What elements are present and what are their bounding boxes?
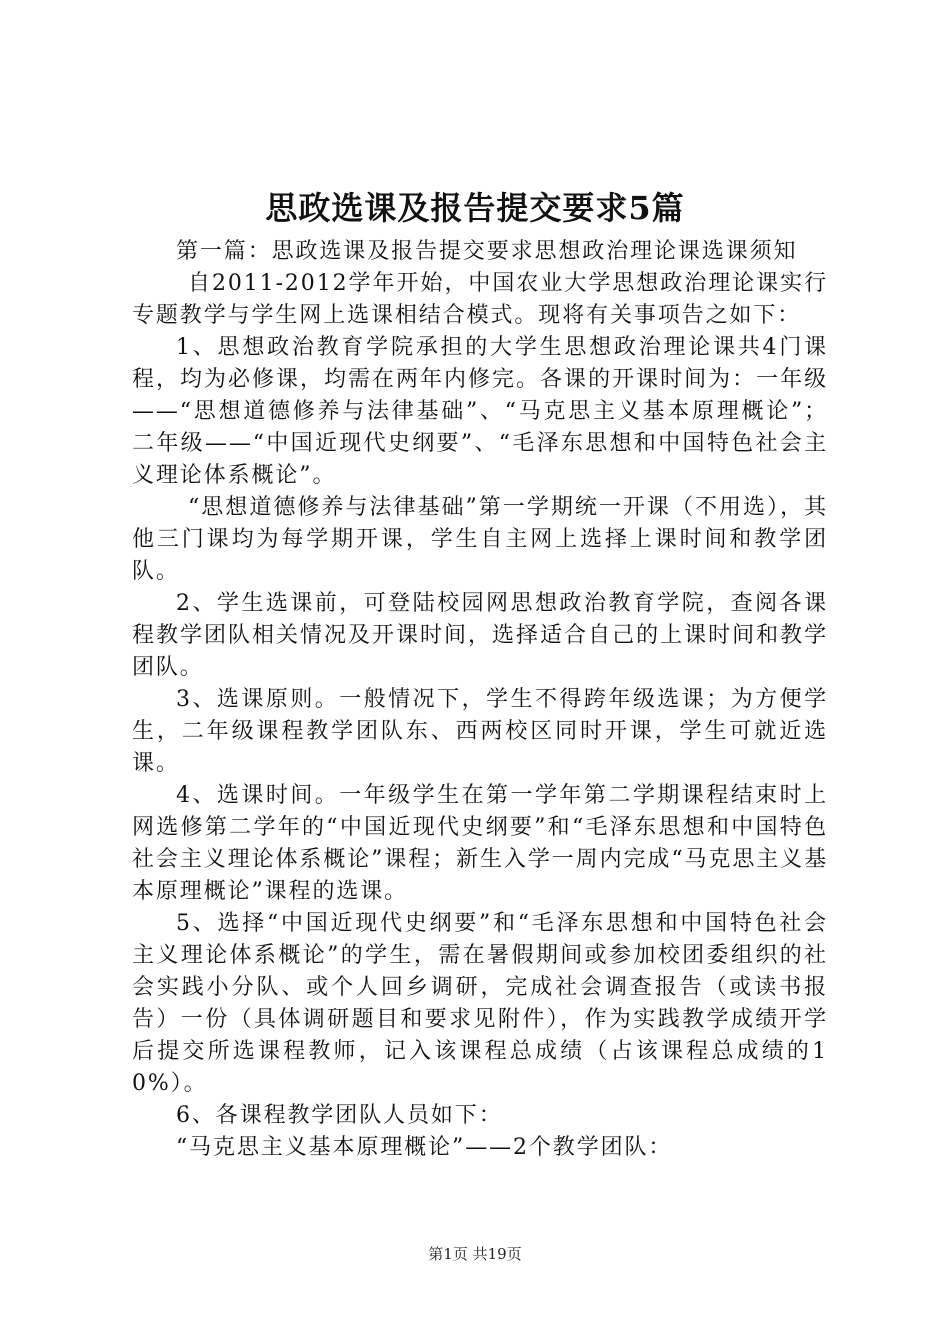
paragraph-section-heading: 第一篇：思政选课及报告提交要求思想政治理论课选课须知 (176, 239, 798, 264)
paragraph-item-1-note: “思想道德修养与法律基础”第一学期统一开课（不用选），其他三门课均为每学期开课，学生自主网上选择上课时间和教学团队。 (132, 495, 828, 584)
document-title: 思政选课及报告提交要求5篇 (265, 189, 685, 227)
paragraph-item-1: 1、思想政治教育学院承担的大学生思想政治理论课共4门课程，均为必修课，均需在两年内修完。各课的开课时间为：一年级——“思想道德修养与法律基础”、“马克思主义基本原理概论”；二年级——“中国近现代史纲要”、“毛泽东思想和中国特色社会主义理论体系概论”。 (132, 335, 828, 488)
paragraph-item-3: 3、选课原则。一般情况下，学生不得跨年级选课；为方便学生，二年级课程教学团队东、西两校区同时开课，学生可就近选课。 (132, 687, 828, 776)
paragraph-team-heading: “马克思主义基本原理概论”——2个教学团队： (176, 1135, 673, 1160)
paragraph-item-2: 2、学生选课前，可登陆校园网思想政治教育学院，查阅各课程教学团队相关情况及开课时间，选择适合自己的上课时间和教学团队。 (132, 591, 828, 680)
paragraph-item-5: 5、选择“中国近现代史纲要”和“毛泽东思想和中国特色社会主义理论体系概论”的学生，需在暑假期间或参加校团委组织的社会实践小分队、或个人回乡调研，完成社会调查报告（或读书报告）一份（具体调研题目和要求见附件），作为实践教学成绩开学后提交所选课程教师，记入该课程总成绩（占该课程总成绩的10%）。 (132, 911, 828, 1096)
document-body (132, 236, 828, 1164)
paragraph-item-6: 6、各课程教学团队人员如下： (176, 1103, 503, 1128)
page-footer: 第1页 共19页 (428, 1245, 522, 1263)
paragraph-intro: 自2011-2012学年开始，中国农业大学思想政治理论课实行专题教学与学生网上选课相结合模式。现将有关事项告之如下： (132, 271, 828, 328)
paragraph-item-4: 4、选课时间。一年级学生在第一学年第二学期课程结束时上网选修第二学年的“中国近现代史纲要”和“毛泽东思想和中国特色社会主义理论体系概论”课程；新生入学一周内完成“马克思主义基本原理概论”课程的选课。 (132, 783, 828, 904)
